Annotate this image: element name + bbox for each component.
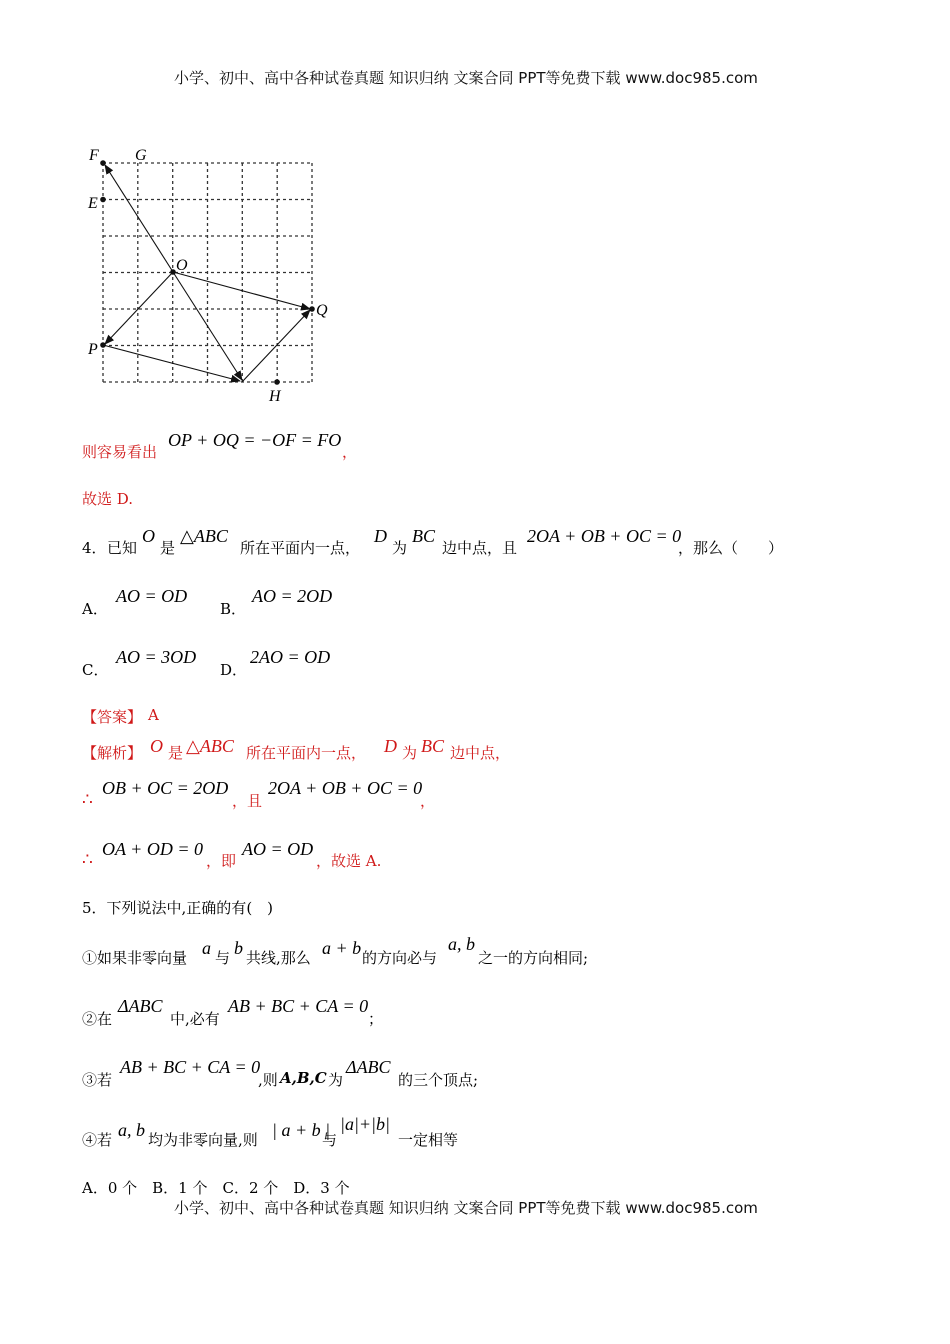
q4-analysis-text: 为 [402, 744, 418, 762]
label-H: H [269, 388, 281, 405]
q4-analysis-text: ， [420, 792, 436, 810]
q5-statement-1-math: a + b [322, 938, 362, 958]
q4-analysis-math: D [384, 736, 397, 756]
point-Q [309, 306, 315, 312]
therefore-symbol: ∴ [82, 850, 93, 870]
q4-text: 为 [392, 539, 408, 557]
q4-analysis-text: 所在平面内一点， [246, 744, 367, 762]
point-P [100, 342, 106, 348]
q5-options: A．0 个 B．1 个 C．2 个 D．3 个 [82, 1179, 350, 1197]
q5-statement-4-math: |a|+|b| [340, 1114, 390, 1134]
q4-option-C-label: C． [82, 661, 109, 679]
q4-option-C: AO = 3OD [116, 647, 197, 667]
label-P: P [88, 341, 98, 358]
q5-statement-3-text: ,则 [258, 1071, 278, 1089]
q4-text: ，那么（ ） [678, 539, 784, 557]
q5-statement-2-math: AB + BC + CA = 0 [228, 996, 369, 1016]
q5-statement-2-text: 中,必有 [170, 1010, 220, 1028]
q5-statement-2-text: ②在 [82, 1010, 113, 1028]
q4-analysis-math: BC [421, 736, 445, 756]
q5-statement-3-text: 为 [328, 1071, 344, 1089]
q5-statement-4-math: | a + b | [272, 1120, 331, 1140]
q3-choice: 故选 D. [82, 490, 134, 508]
q4-math: 2OA + OB + OC = 0 [527, 526, 682, 546]
q4-analysis-text: 是 [168, 744, 184, 762]
label-F: F [89, 147, 99, 164]
q4-analysis-tag: 【解析】 [82, 744, 143, 762]
vector-OF [105, 165, 173, 272]
q4-answer: A [148, 706, 159, 724]
q3-conclusion-prefix: 则容易看出 [82, 443, 158, 461]
dashed-grid [103, 163, 312, 382]
q5-statement-1-text: ①如果非零向量 [82, 949, 188, 967]
q4-option-D: 2AO = OD [250, 647, 331, 667]
q3-conclusion-suffix: ， [342, 443, 358, 461]
q4-text: 所在平面内一点， [240, 539, 361, 557]
label-O: O [176, 257, 188, 274]
q5-statement-3-text: ③若 [82, 1071, 113, 1089]
q4-math: △ABC [180, 526, 228, 546]
q4-option-D-label: D． [220, 661, 248, 679]
q5-statement-4-text: 与 [322, 1131, 338, 1149]
q5-statement-4-text: 一定相等 [398, 1131, 459, 1149]
q5-statement-3-text: 的三个顶点; [398, 1071, 479, 1089]
q4-analysis-math: O [150, 736, 163, 756]
vector-grid-figure [80, 140, 340, 410]
q5-statement-1-math: a [202, 938, 211, 958]
label-Q: Q [316, 302, 328, 319]
q5-statement-1-text: 共线,那么 [246, 949, 311, 967]
q4-analysis-text: ，即 [206, 852, 237, 870]
q5-statement-1-math: b [234, 938, 243, 958]
q4-analysis-math: △ABC [186, 736, 234, 756]
q5-statement-4-text: ④若 [82, 1131, 113, 1149]
therefore-symbol: ∴ [82, 790, 93, 810]
q4-text: 是 [160, 539, 176, 557]
q4-option-B: AO = 2OD [252, 586, 333, 606]
label-G: G [135, 147, 147, 164]
q4-analysis-math: OB + OC = 2OD [102, 778, 229, 798]
point-O [170, 269, 176, 275]
q5-statement-1-text: 的方向必与 [362, 949, 438, 967]
q4-text: 已知 [107, 539, 138, 557]
q5-title: 5．下列说法中,正确的有( ) [82, 899, 274, 917]
point-H [274, 379, 280, 385]
q4-analysis-math: OA + OD = 0 [102, 839, 203, 859]
q5-statement-1-text: 之一的方向相同; [478, 949, 589, 967]
q4-math: D [374, 526, 387, 546]
q5-statement-4-math: a, b [118, 1120, 145, 1140]
vector-P-to-bottom [103, 345, 240, 381]
q4-analysis-math: 2OA + OB + OC = 0 [268, 778, 423, 798]
q4-option-B-label: B． [220, 600, 247, 618]
q4-analysis-text: 边中点， [450, 744, 511, 762]
q5-statement-3-math: AB + BC + CA = 0 [120, 1057, 261, 1077]
q4-option-A-label: A． [82, 600, 108, 618]
q4-analysis-text: ，且 [232, 792, 263, 810]
q4-math: O [142, 526, 155, 546]
q5-statement-3-vertices: A,B,C [280, 1069, 327, 1087]
page-footer: 小学、初中、高中各种试卷真题 知识归纳 文案合同 PPT等免费下载 www.doc985.com [174, 1199, 758, 1217]
q5-statement-1-math: a, b [448, 934, 475, 954]
label-E: E [88, 195, 98, 212]
q5-statement-1-text: 与 [215, 949, 231, 967]
q4-option-A: AO = OD [116, 586, 188, 606]
q5-statement-2-text: ； [368, 1010, 384, 1028]
q4-answer-tag: 【答案】 [82, 708, 143, 726]
vector-OP [105, 272, 173, 344]
point-F [100, 160, 106, 166]
q4-number: 4． [82, 539, 107, 557]
q4-analysis-math: AO = OD [242, 839, 314, 859]
q5-statement-4-text: 均为非零向量,则 [148, 1131, 258, 1149]
q4-text: 边中点，且 [442, 539, 518, 557]
q4-math: BC [412, 526, 436, 546]
q5-statement-2-math: ΔABC [118, 996, 163, 1016]
point-E [100, 197, 106, 203]
vector-bottom-to-Q [242, 310, 310, 382]
page-header: 小学、初中、高中各种试卷真题 知识归纳 文案合同 PPT等免费下载 www.doc985.com [174, 69, 758, 87]
q3-conclusion-math: OP + OQ = −OF = FO [168, 430, 342, 450]
q4-analysis-text: ，故选 A. [316, 852, 382, 870]
q5-statement-3-math: ΔABC [346, 1057, 391, 1077]
